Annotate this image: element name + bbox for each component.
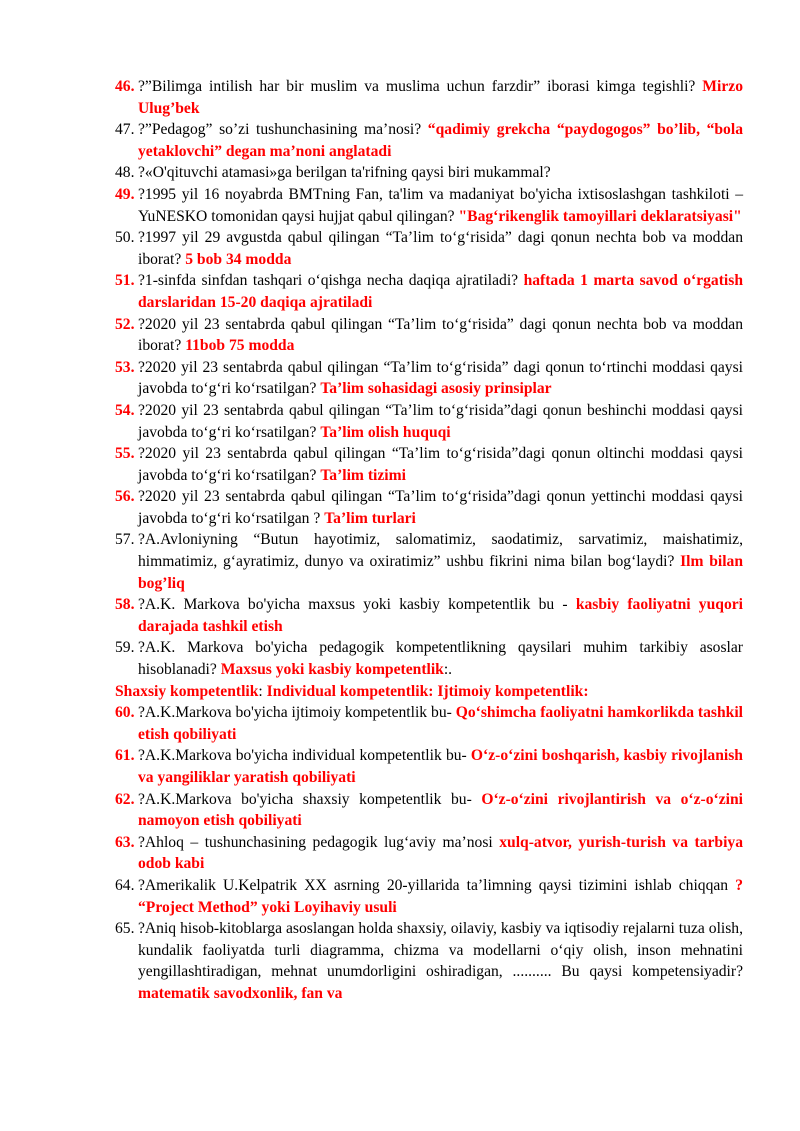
question-item bbox=[115, 400, 743, 443]
answer-text: haftada 1 marta savod o‘rgatish darslaridan 15-20 daqiqa ajratiladi bbox=[138, 272, 743, 311]
question-text: ?A.K. Markova bo'yicha maxsus yoki kasbiy kompetentlik bu - bbox=[138, 596, 576, 614]
question-body bbox=[138, 270, 743, 313]
question-number: 53. bbox=[115, 358, 135, 376]
question-item bbox=[115, 357, 743, 400]
answer-text: Mirzo Ulug’bek bbox=[138, 78, 743, 117]
question-number: 52. bbox=[115, 315, 135, 333]
answer-text: 5 bob 34 modda bbox=[185, 250, 292, 268]
question-item bbox=[115, 314, 743, 357]
question-number: 49. bbox=[115, 185, 135, 203]
question-number: 47. bbox=[115, 121, 135, 139]
question-number: 51. bbox=[115, 272, 135, 290]
question-number: 61. bbox=[115, 747, 135, 765]
question-item bbox=[115, 832, 743, 875]
question-text: ?Aniq hisob-kitoblarga asoslangan holda shaxsiy, oilaviy, kasbiy va iqtisodiy rejalarni tuza olish, kundalik faoliyatda turli diagramma, chizma va modellarni o‘qiy olish, inson mehnatini yengillashtiradigan, mehnat unumdorligini oshiradigan, .......... Bu qaysi kompetensiyadir? bbox=[138, 920, 743, 981]
question-text: ?A.K.Markova bo'yicha shaxsiy kompetentlik bu- bbox=[138, 790, 482, 808]
question-text: ?Amerikalik U.Kelpatrik XX asrning 20-yillarida ta’limning qaysi tizimini ishlab chiqqan bbox=[138, 876, 736, 894]
question-text: ?A.K.Markova bo'yicha individual kompetentlik bu- bbox=[138, 747, 471, 765]
answer-text: 11bob 75 modda bbox=[185, 337, 295, 355]
question-item bbox=[115, 789, 743, 832]
question-body bbox=[138, 227, 743, 270]
question-body bbox=[138, 76, 743, 119]
separator-text: : bbox=[258, 682, 267, 700]
answer-text: matematik savodxonlik, fan va bbox=[138, 984, 343, 1002]
question-body bbox=[138, 637, 743, 680]
question-body bbox=[138, 400, 743, 443]
question-text: ?2020 yil 23 sentabrda qabul qilingan “Ta’lim to‘g‘risida”dagi qonun yettinchi moddasi qaysi javobda to‘g‘ri ko‘rsatilgan ? bbox=[138, 488, 743, 527]
question-number: 46. bbox=[115, 78, 135, 95]
question-number: 60. bbox=[115, 704, 135, 722]
question-body bbox=[138, 314, 743, 357]
question-body bbox=[138, 918, 743, 1004]
question-body bbox=[138, 486, 743, 529]
question-item bbox=[115, 443, 743, 486]
question-text: ?”Pedagog” so’zi tushunchasining ma’nosi? bbox=[138, 121, 428, 139]
question-text: ?2020 yil 23 sentabrda qabul qilingan “Ta’lim to‘g‘risida”dagi qonun oltinchi moddasi qaysi javobda to‘g‘ri ko‘rsatilgan? bbox=[138, 445, 743, 484]
answer-text: O‘z-o‘zini boshqarish, kasbiy rivojlanish va yangiliklar yaratish qobiliyati bbox=[138, 747, 743, 786]
question-text: ?«O'qituvchi atamasi»ga berilgan ta'rifning qaysi biri mukammal? bbox=[138, 164, 551, 182]
answer-text: xulq-atvor, yurish-turish va tarbiya odob kabi bbox=[138, 833, 743, 873]
question-number: 59. bbox=[115, 639, 135, 657]
question-number: 54. bbox=[115, 401, 135, 419]
answer-text: Ta’lim turlari bbox=[324, 509, 416, 527]
question-number: 64. bbox=[115, 876, 135, 894]
question-item bbox=[115, 702, 743, 745]
question-text: ?Ahloq – tushunchasining pedagogik lug‘aviy ma’nosi bbox=[138, 833, 500, 851]
question-body bbox=[138, 357, 743, 400]
question-number: 55. bbox=[115, 445, 135, 463]
question-item bbox=[115, 270, 743, 313]
answer-text: Ilm bilan bog’liq bbox=[138, 553, 743, 592]
question-body bbox=[138, 119, 743, 162]
question-item bbox=[115, 162, 743, 184]
answer-text: Maxsus yoki kasbiy kompetentlik bbox=[220, 661, 444, 679]
answer-text: "Bag‘rikenglik tamoyillari deklaratsiyasi" bbox=[458, 207, 742, 225]
question-number: 63. bbox=[115, 833, 135, 851]
question-text: ?1-sinfda sinfdan tashqari o‘qishga necha daqiqa ajratiladi? bbox=[138, 272, 524, 290]
question-list bbox=[115, 76, 743, 1005]
answer-text: Ta’lim tizimi bbox=[320, 466, 406, 484]
question-body bbox=[138, 594, 743, 637]
question-number: 56. bbox=[115, 488, 135, 506]
answer-text: Ta’lim sohasidagi asosiy prinsiplar bbox=[320, 380, 552, 398]
question-body bbox=[138, 184, 743, 227]
answer-text: kasbiy faoliyatni yuqori darajada tashkil etish bbox=[138, 596, 743, 635]
question-number: 50. bbox=[115, 229, 135, 247]
question-number: 57. bbox=[115, 531, 135, 549]
question-body bbox=[138, 875, 743, 918]
question-text: ?2020 yil 23 sentabrda qabul qilingan “Ta’lim to‘g‘risida” dagi qonun nechta bob va moddan iborat? bbox=[138, 315, 743, 355]
answer-text: ? “Project Method” yoki Loyihaviy usuli bbox=[138, 876, 743, 916]
question-item bbox=[115, 184, 743, 227]
question-number: 65. bbox=[115, 920, 135, 938]
question-item bbox=[115, 637, 743, 680]
question-body bbox=[138, 789, 743, 832]
answer-text: Qo‘shimcha faoliyatni hamkorlikda tashkil etish qobiliyati bbox=[138, 704, 743, 743]
question-item bbox=[115, 745, 743, 788]
question-item bbox=[115, 594, 743, 637]
question-item bbox=[115, 875, 743, 918]
question-number: 58. bbox=[115, 596, 135, 614]
question-item bbox=[115, 119, 743, 162]
question-text: ?1995 yil 16 noyabrda BMTning Fan, ta'lim va madaniyat bo'yicha ixtisoslashgan tashkiloti – YuNESKO tomonidan qaysi hujjat qabul qilingan? bbox=[138, 185, 743, 225]
question-item bbox=[115, 529, 743, 594]
question-text: ?”Bilimga intilish har bir muslim va muslima uchun farzdir” iborasi kimga tegishli? bbox=[138, 78, 703, 95]
question-body bbox=[138, 529, 743, 594]
competency-heading: Individual kompetentlik: Ijtimoiy kompetentlik: bbox=[266, 682, 589, 700]
question-number: 62. bbox=[115, 790, 135, 808]
question-item bbox=[115, 76, 743, 119]
question-text: ?2020 yil 23 sentabrda qabul qilingan “Ta’lim to‘g‘risida” dagi qonun to‘rtinchi moddasi qaysi javobda to‘g‘ri ko‘rsatilgan? bbox=[138, 358, 743, 398]
question-number: 48. bbox=[115, 164, 135, 182]
question-body bbox=[138, 832, 743, 875]
answer-text: “qadimiy grekcha “paydogogos” bo’lib, “bola yetaklovchi” degan ma’noni anglatadi bbox=[138, 121, 743, 160]
question-item bbox=[115, 486, 743, 529]
question-item bbox=[115, 918, 743, 1004]
question-body bbox=[138, 702, 743, 745]
question-body bbox=[138, 162, 743, 184]
question-text: ?A.Avloniyning “Butun hayotimiz, salomatimiz, saodatimiz, sarvatimiz, maishatimiz, himmatimiz, g‘ayratimiz, dunyo va oxiratimiz” ushbu fikrini nima bilan bog‘laydi? bbox=[138, 531, 743, 571]
competency-heading: Shaxsiy kompetentlik bbox=[115, 682, 259, 700]
question-body bbox=[138, 745, 743, 788]
answer-tail: :. bbox=[443, 661, 453, 679]
question-item bbox=[115, 227, 743, 270]
answer-text: Ta’lim olish huquqi bbox=[320, 423, 451, 441]
question-text: ?1997 yil 29 avgustda qabul qilingan “Ta’lim to‘g‘risida” dagi qonun nechta bob va moddan iborat? bbox=[138, 229, 743, 268]
question-text: ?A.K.Markova bo'yicha ijtimoiy kompetentlik bu- bbox=[138, 704, 456, 722]
question-body bbox=[138, 443, 743, 486]
question-text: ?2020 yil 23 sentabrda qabul qilingan “Ta’lim to‘g‘risida”dagi qonun beshinchi moddasi qaysi javobda to‘g‘ri ko‘rsatilgan? bbox=[138, 401, 743, 441]
answer-text: O‘z-o‘zini rivojlantirish va o‘z-o‘zini namoyon etish qobiliyati bbox=[138, 790, 743, 830]
competency-headings-line bbox=[115, 681, 743, 703]
question-text: ?A.K. Markova bo'yicha pedagogik kompetentlikning qaysilari muhim tarkibiy asoslar hisoblanadi? bbox=[138, 639, 743, 679]
